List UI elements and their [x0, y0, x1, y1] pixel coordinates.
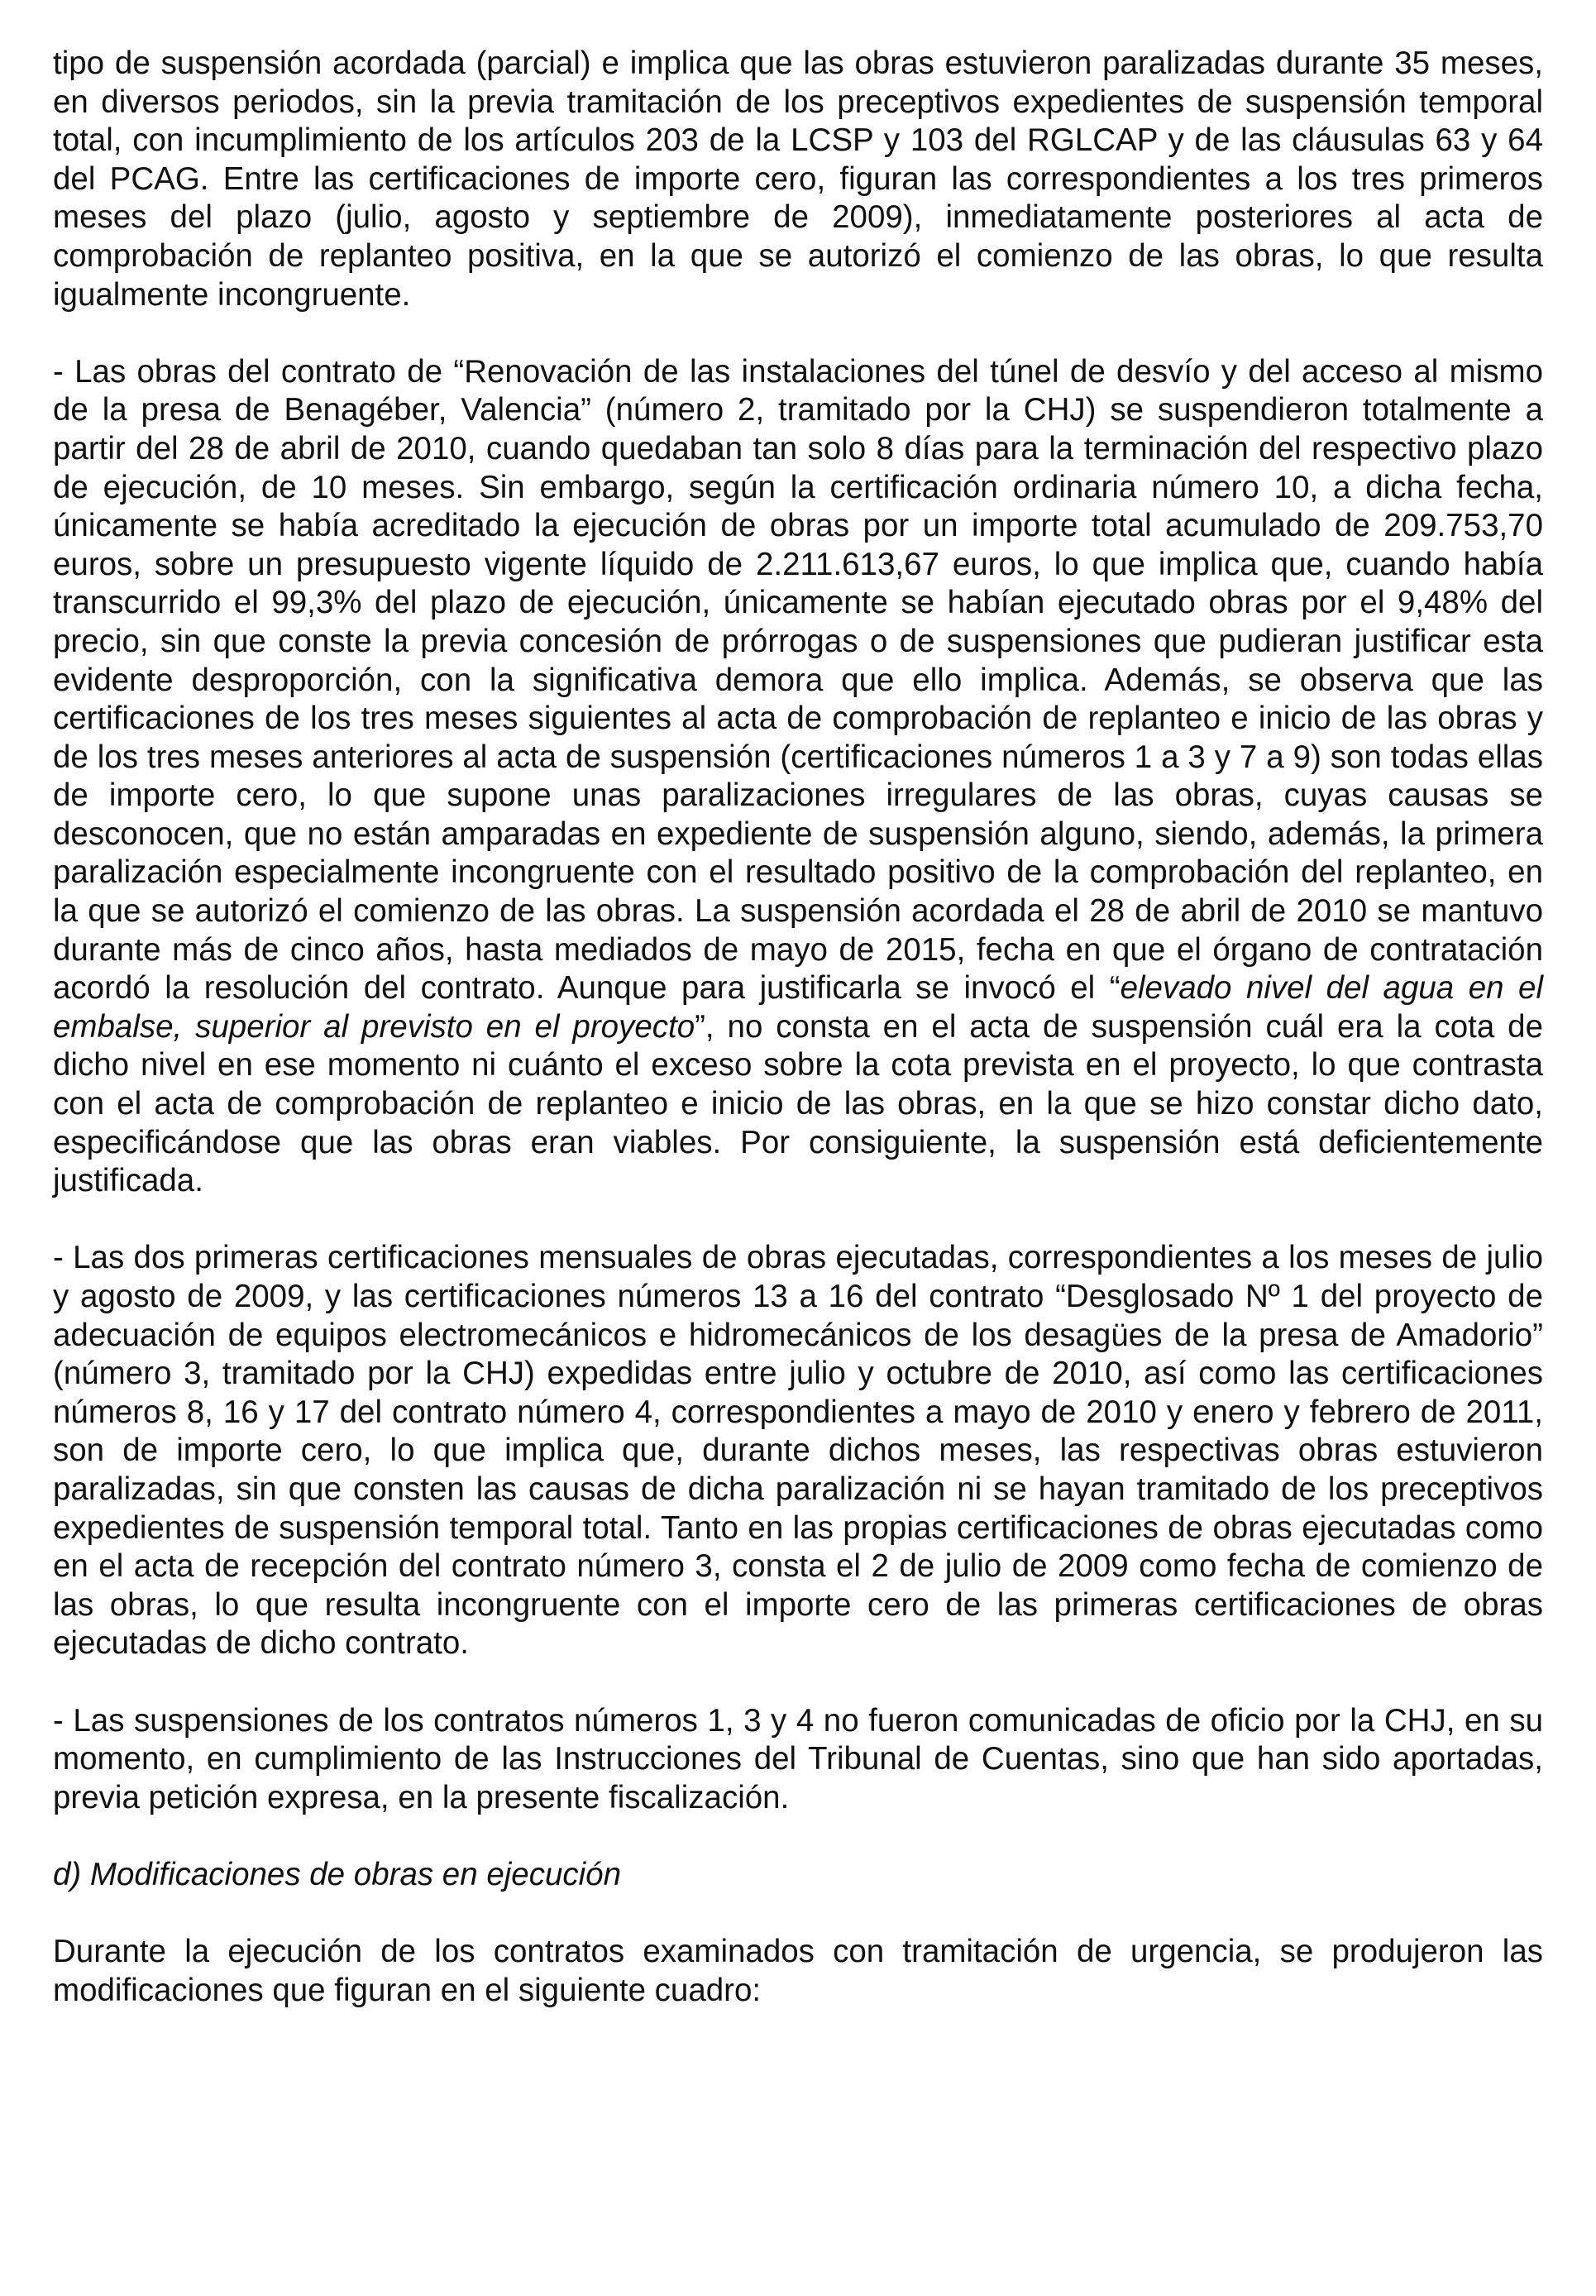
paragraph-text: Durante la ejecución de los contratos examinados con tramitación de urgencia, se produjeron las modificaciones que figuran en el siguiente cuadro: [53, 1934, 1543, 2008]
paragraph-text: - Las dos primeras certificaciones mensuales de obras ejecutadas, correspondientes a los meses de julio y agosto de 2009, y las certificaciones números 13 a 16 del contrato “Desglosado Nº 1 del proyecto de adecuación de equipos electromecánicos e hidromecánicos de los desagües de la presa de Amadorio” (número 3, tramitado por la CHJ) expedidas entre julio y octubre de 2010, así como las certificaciones números 8, 16 y 17 del contrato número 4, correspondientes a mayo de 2010 y enero y febrero de 2011, son de importe cero, lo que implica que, durante dichos meses, las respectivas obras estuvieron paralizadas, sin que consten las causas de dicha paralización ni se hayan tramitado de los preceptivos expedientes de suspensión temporal total. Tanto en las propias certificaciones de obras ejecutadas como en el acta de recepción del contrato número 3, consta el 2 de julio de 2009 como fecha de comienzo de las obras, lo que resulta incongruente con el importe cero de las primeras certificaciones de obras ejecutadas de dicho contrato. [53, 1240, 1543, 1662]
document-body [53, 45, 1543, 2010]
section-heading-modificaciones [53, 1856, 1543, 1895]
paragraph-suspension-partial [53, 45, 1543, 314]
paragraph-text: - Las obras del contrato de “Renovación de las instalaciones del túnel de desvío y del acceso al mismo de la presa de Benagéber, Valencia” (número 2, tramitado por la CHJ) se suspendieron totalmente a partir del 28 de abril de 2010, cuando quedaban tan solo 8 días para la terminación del respectivo plazo de ejecución, de 10 meses. Sin embargo, según la certificación ordinaria número 10, a dicha fecha, únicamente se había acreditado la ejecución de obras por un importe total acumulado de 209.753,70 euros, sobre un presupuesto vigente líquido de 2.211.613,67 euros, lo que implica que, cuando había transcurrido el 99,3% del plazo de ejecución, únicamente se habían ejecutado obras por el 9,48% del precio, sin que conste la previa concesión de prórrogas o de suspensiones que pudieran justificar esta evidente desproporción, con la significativa demora que ello implica. Además, se observa que las certificaciones de los tres meses siguientes al acta de comprobación de replanteo e inicio de las obras y de los tres meses anteriores al acta de suspensión (certificaciones números 1 a 3 y 7 a 9) son todas ellas de importe cero, lo que supone unas paralizaciones irregulares de las obras, cuyas causas se desconocen, que no están amparadas en expediente de suspensión alguno, siendo, además, la primera paralización especialmente incongruente con el resultado positivo de la comprobación del replanteo, en la que se autorizó el comienzo de las obras. La suspensión acordada el 28 de abril de 2010 se mantuvo durante más de cinco años, hasta mediados de mayo de 2015, fecha en que el órgano de contratación acordó la resolución del contrato. Aunque para justificarla se invocó el “ [53, 353, 1543, 1007]
paragraph-text: tipo de suspensión acordada (parcial) e implica que las obras estuvieron paralizadas durante 35 meses, en diversos periodos, sin la previa tramitación de los preceptivos expedientes de suspensión temporal total, con incumplimiento de los artículos 203 de la LCSP y 103 del RGLCAP y de las cláusulas 63 y 64 del PCAG. Entre las certificaciones de importe cero, figuran las correspondientes a los tres primeros meses del plazo (julio, agosto y septiembre de 2009), inmediatamente posteriores al acta de comprobación de replanteo positiva, en la que se autorizó el comienzo de las obras, lo que resulta igualmente incongruente. [53, 45, 1543, 313]
paragraph-suspensions-communication [53, 1702, 1543, 1818]
paragraph-amadorio-contract [53, 1239, 1543, 1663]
paragraph-modifications-intro [53, 1933, 1543, 2010]
paragraph-text: - Las suspensiones de los contratos números 1, 3 y 4 no fueron comunicadas de oficio por la CHJ, en su momento, en cumplimiento de las Instrucciones del Tribunal de Cuentas, sino que han sido aportadas, previa petición expresa, en la presente fiscalización. [53, 1702, 1543, 1815]
italic-quote: elevado nivel del agua en el embalse, superior al previsto en el proyecto [53, 970, 1543, 1045]
paragraph-benageber-contract [53, 353, 1543, 1201]
section-heading-text: d) Modificaciones de obras en ejecución [53, 1856, 621, 1892]
paragraph-text: ”, no consta en el acta de suspensión cuál era la cota de dicho nivel en ese momento ni cuánto el exceso sobre la cota prevista en el proyecto, lo que contrasta con el acta de comprobación de replanteo e inicio de las obras, en la que se hizo constar dicho dato, especificándose que las obras eran viables. Por consiguiente, la suspensión está deficientemente justificada. [53, 1008, 1544, 1199]
